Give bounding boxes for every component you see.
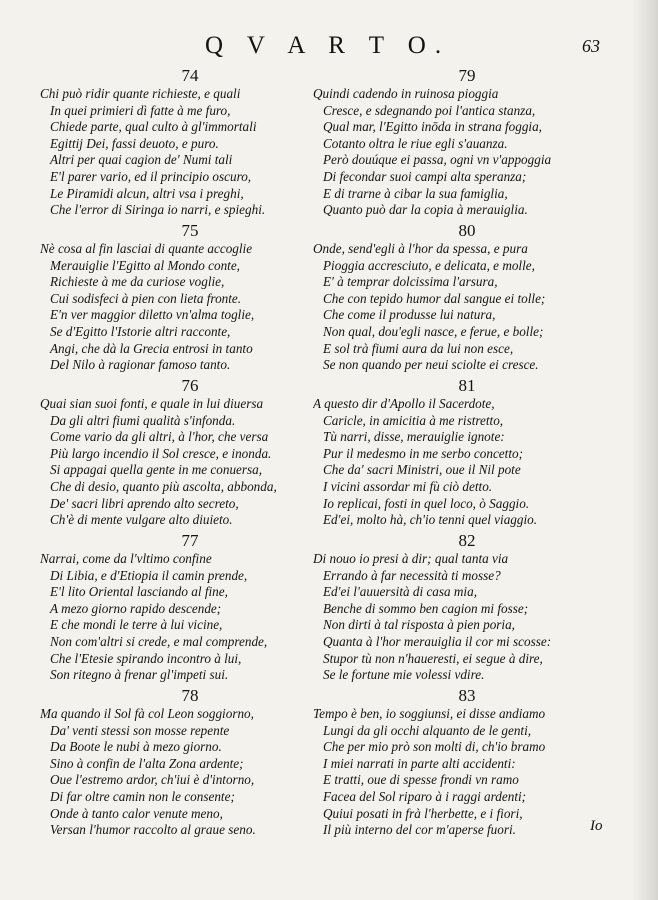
verse-line: Onde, send'egli à l'hor da spessa, e pura [313, 241, 528, 256]
stanza-number: 77 [181, 531, 199, 550]
stanza-number: 83 [458, 686, 476, 705]
stanza [40, 375, 340, 530]
stanza-number: 74 [181, 66, 199, 85]
verse-line: Quanta à l'hor merauiglia il cor mi scosse: [323, 633, 552, 649]
verse-line: Non com'altri si crede, e mal comprende, [50, 633, 268, 649]
verse-line: E' à temprar dolcissima l'arsura, [323, 274, 498, 290]
stanza-number: 82 [458, 531, 476, 550]
verse-line: Egittij Dei, fassi deuoto, e puro. [50, 135, 219, 151]
verse-line: Pioggia accresciuto, e delicata, e molle, [323, 257, 535, 273]
stanza [40, 220, 340, 375]
verse-line: Se d'Egitto l'Istorie altri racconte, [50, 323, 231, 339]
verse-line: Cresce, e sdegnando poi l'antica stanza, [323, 102, 536, 118]
verse-line: Cotanto oltra le riue egli s'auanza. [323, 135, 508, 151]
verse-line: Che l'Etesie spirando incontro à lui, [50, 650, 242, 666]
verse-line: Son ritegno à frenar gl'impeti sui. [50, 667, 229, 683]
verse-line: Si appagai quella gente in me conuersa, [50, 462, 263, 478]
verse-line: Come vario da gli altri, à l'hor, che versa [50, 429, 269, 445]
verse-line: I vicini assordar mi fù ciò detto. [323, 478, 493, 494]
verse-line: Quai sian suoi fonti, e quale in lui diuersa [40, 396, 264, 411]
verse-line: I miei narrati in parte alti accidenti: [323, 755, 516, 771]
verse-line: Io replicai, fosti in quel loco, ò Saggio. [323, 495, 530, 511]
running-title: Q V A R T O. [205, 32, 451, 59]
verse-line: Però douúque ei passa, ogni vn v'appoggia [323, 152, 552, 168]
right-column [313, 65, 621, 840]
page-edge-shadow [632, 0, 658, 900]
verse-line: Sino à confin de l'alta Zona ardente; [50, 755, 244, 771]
verse-line: Da gli altri fiumi qualità s'infonda. [50, 412, 236, 428]
verse-line: Che come il produsse lui natura, [323, 307, 496, 323]
stanza-number: 76 [181, 376, 199, 395]
verse-line: Se le fortune mie volessi vdire. [323, 667, 485, 683]
catchword: Io [590, 818, 603, 834]
verse-line: E tratti, oue di spesse frondi vn ramo [323, 772, 519, 788]
stanza [313, 375, 621, 530]
verse-line: Quindi cadendo in ruinosa pioggia [313, 86, 499, 101]
verse-line: Tù narri, disse, merauiglie ignote: [323, 429, 505, 445]
verse-line: Di Libia, e d'Etiopia il camin prende, [50, 567, 248, 583]
verse-line: Se non quando per neui sciolte ei cresce. [323, 357, 539, 373]
verse-line: Ma quando il Sol fà col Leon soggiorno, [40, 706, 254, 721]
verse-line: Che di desio, quanto più ascolta, abbonda, [50, 478, 277, 494]
verse-line: De' sacri libri aprendo alto secreto, [50, 495, 239, 511]
verse-line: Il più interno del cor m'aperse fuori. [323, 822, 516, 838]
verse-line: Di nouo io presi à dir; qual tanta via [313, 551, 509, 566]
verse-line: Che con tepido humor dal sangue ei tolle; [323, 290, 546, 306]
verse-line: Qual mar, l'Egitto inōda in strana foggia, [323, 119, 542, 135]
stanza [313, 220, 621, 375]
verse-line: Onde à tanto calor venute meno, [50, 805, 223, 821]
stanza [313, 530, 621, 685]
verse-line: E'n ver maggior diletto vn'alma toglie, [50, 307, 255, 323]
verse-line: Tempo è ben, io soggiunsi, ei disse andiamo [313, 706, 546, 721]
verse-line: Da Boote le nubi à mezo giorno. [50, 739, 222, 755]
verse-line: Da' venti stessi son mosse repente [50, 722, 230, 738]
verse-line: Che l'error di Siringa io narri, e spieghi. [50, 202, 266, 218]
verse-line: Ed'ei, molto hà, ch'io tenni quel viaggio. [323, 512, 538, 528]
verse-line: Errando à far necessità ti mosse? [323, 567, 501, 583]
verse-line: In quei primieri dì fatte à me furo, [50, 102, 231, 118]
verse-line: E'l parer vario, ed il principio oscuro, [50, 168, 252, 184]
verse-line: Le Piramidi alcun, altri vsa i preghi, [50, 185, 244, 201]
verse-line: A questo dir d'Apollo il Sacerdote, [313, 396, 495, 411]
verse-line: Non dirti à tal risposta à pien poria, [323, 617, 515, 633]
verse-line: Del Nilo à ragionar famoso tanto. [50, 357, 231, 373]
verse-line: Chi può ridir quante richieste, e quali [40, 86, 241, 101]
stanza-number: 75 [181, 221, 199, 240]
verse-line: Benche di sommo ben cagion mi fosse; [323, 600, 529, 616]
stanza-number: 81 [458, 376, 476, 395]
stanza [40, 65, 340, 220]
page-header [0, 32, 658, 62]
verse-line: Quanto può dar la copia à merauiglia. [323, 202, 528, 218]
left-column [40, 65, 340, 840]
stanza-number: 80 [458, 221, 476, 240]
verse-line: Non qual, dou'egli nasce, e ferue, e bolle; [323, 323, 544, 339]
verse-line: Cui sodisfeci à pien con lieta fronte. [50, 290, 242, 306]
verse-line: Chiede parte, qual culto à gl'immortali [50, 119, 257, 135]
stanza-number: 79 [458, 66, 476, 85]
verse-line: Che da' sacri Ministri, oue il Nil pote [323, 462, 521, 478]
stanza [313, 65, 621, 220]
verse-line: A mezo giorno rapido descende; [50, 600, 222, 616]
verse-line: E di trarne à cibar la sua famiglia, [323, 185, 508, 201]
stanza [40, 685, 340, 840]
verse-line: Nè cosa al fin lasciai di quante accoglie [40, 241, 253, 256]
verse-line: Oue l'estremo ardor, ch'iui è d'intorno, [50, 772, 255, 788]
verse-line: Merauiglie l'Egitto al Mondo conte, [50, 257, 240, 273]
verse-line: Quiui posati in frà l'herbette, e i fiori, [323, 805, 523, 821]
verse-line: Angi, che dà la Grecia entrosi in tanto [50, 340, 253, 356]
verse-line: E'l lito Oriental lasciando al fine, [50, 584, 228, 600]
verse-line: Richieste à me da curiose voglie, [50, 274, 225, 290]
verse-line: Versan l'humor raccolto al graue seno. [50, 822, 256, 838]
stanza-number: 78 [181, 686, 199, 705]
stanza [40, 530, 340, 685]
verse-line: E sol trà fiumi aura da lui non esce, [323, 340, 514, 356]
verse-line: Più largo incendio il Sol cresce, e inonda. [50, 445, 272, 461]
verse-line: Facea del Sol riparo à i raggi ardenti; [323, 788, 527, 804]
stanza [313, 685, 621, 840]
verse-line: Ch'è di mente vulgare alto diuieto. [50, 512, 233, 528]
page-number: 63 [582, 36, 600, 56]
verse-line: Pur il medesmo in me serbo concetto; [323, 445, 523, 461]
verse-line: Ed'ei l'auuersità di casa mia, [323, 584, 477, 600]
verse-line: Lungi da gli occhi alquanto de le genti, [323, 722, 532, 738]
verse-line: Di fecondar suoi campi alta speranza; [323, 168, 527, 184]
verse-line: Che per mio prò son molti di, ch'io bramo [323, 739, 546, 755]
verse-line: E che mondi le terre à lui vicine, [50, 617, 223, 633]
verse-line: Altri per quai cagion de' Numi tali [50, 152, 233, 168]
verse-line: Di far oltre camin non le consente; [50, 788, 235, 804]
verse-line: Caricle, in amicitia à me ristretto, [323, 412, 504, 428]
verse-line: Stupor tù non n'haueresti, ei segue à dire, [323, 650, 543, 666]
verse-line: Narrai, come da l'vltimo confine [40, 551, 212, 566]
